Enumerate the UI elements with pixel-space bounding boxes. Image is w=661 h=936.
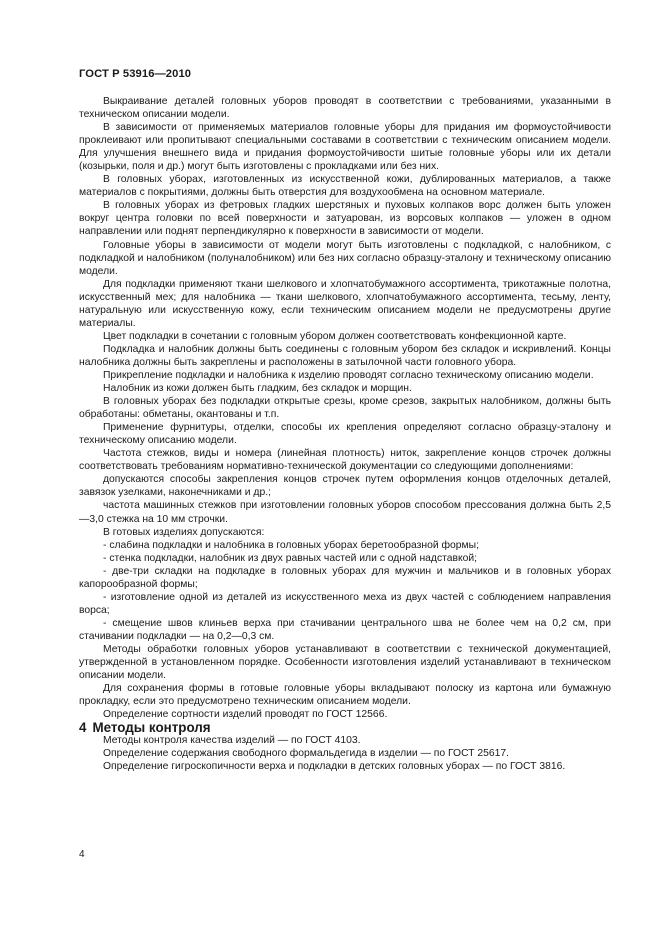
paragraph: Для сохранения формы в готовые головные уборы вкладывают полоску из картона или бумажную прокладку, если это предусмотрено техническим описанием модели. bbox=[79, 683, 611, 708]
paragraph: Методы обработки головных уборов устанавливают в соответствии с технической документацией, утвержденной в установленном порядке. Особенности изготовления изделий устанавливают в техническом описании модели. bbox=[79, 643, 611, 682]
paragraph: В головных уборах без подкладки открытые срезы, кроме срезов, закрытых налобником, должны быть обработаны: обметаны, окантованы и т.п. bbox=[79, 396, 611, 421]
section-paragraph: Определение гигроскопичности верха и подкладки в детских головных уборах — по ГОСТ 3816. bbox=[103, 761, 566, 773]
paragraph: - две-три складки на подкладке в головных уборах для мужчин и мальчиков и в головных уборах капорообразной формы; bbox=[79, 565, 611, 590]
paragraph: В головных уборах, изготовленных из искусственной кожи, дублированных материалов, а также материалов с покрытиями, должны быть отверстия для воздухообмена на основном материале. bbox=[79, 174, 611, 199]
paragraph: частота машинных стежков при изготовлении головных уборов способом прессования должна быть 2,5—3,0 стежка на 10 мм строчки. bbox=[79, 500, 611, 525]
paragraph: - слабина подкладки и налобника в головных уборах беретообразной формы; bbox=[103, 539, 479, 551]
paragraph: допускаются способы закрепления концов строчек путем оформления концов отделочных деталей, завязок узелками, наконечниками и др.; bbox=[79, 474, 611, 499]
document-header: ГОСТ Р 53916—2010 bbox=[79, 68, 192, 80]
document-body bbox=[79, 95, 611, 773]
section-title: Методы контроля bbox=[92, 720, 211, 736]
paragraph: - смещение швов клиньев верха при стачивании центрального шва не более чем на 0,2 см, при стачивании подкладки — на 0,2—0,3 см. bbox=[79, 617, 611, 642]
paragraph: Определение сортности изделий проводят по ГОСТ 12566. bbox=[103, 709, 388, 721]
section-number: 4 bbox=[79, 720, 87, 736]
paragraph: Цвет подкладки в сочетании с головным убором должен соответствовать конфекционной карте. bbox=[103, 330, 567, 342]
paragraph: Применение фурнитуры, отделки, способы их крепления определяют согласно образцу-эталону и техническому описанию модели. bbox=[79, 422, 611, 447]
paragraph: Для подкладки применяют ткани шелкового и хлопчатобумажного ассортимента, трикотажные полотна, искусственный мех; для налобника — ткани шелкового, хлопчатобумажного ассортимента, тесьму, ленту, натуральную или искусственную кожу, если техническим описанием модели не предусмотрены другие материалы. bbox=[79, 278, 611, 329]
section-heading bbox=[79, 721, 611, 734]
paragraph: В зависимости от применяемых материалов головные уборы для придания им формоустойчивости проклеивают или пропитывают специальными составами в соответствии с техническим описанием модели. Для улучшения внешнего вида и придания формоустойчивости шитые головные уборы или их детали (козырьки, поля и др.) могут быть изготовлены с прокладками или без них. bbox=[79, 122, 611, 173]
section-paragraph: Определение содержания свободного формальдегида в изделии — по ГОСТ 25617. bbox=[103, 748, 510, 760]
page-number: 4 bbox=[79, 849, 85, 860]
section-paragraph: Методы контроля качества изделий — по ГОСТ 4103. bbox=[103, 735, 361, 747]
paragraph: - изготовление одной из деталей из искусственного меха из двух частей с соблюдением направления ворса; bbox=[79, 591, 611, 616]
paragraph: В готовых изделиях допускаются: bbox=[103, 526, 265, 538]
paragraph: Прикрепление подкладки и налобника к изделию проводят согласно техническому описанию модели. bbox=[103, 369, 594, 381]
paragraph: В головных уборах из фетровых гладких шерстяных и пуховых колпаков ворс должен быть уложен вокруг центра головки по всей поверхности и затуарован, из ворсовых колпаков — уложен в одном направлении или поднят перпендикулярно к поверхности в зависимости от модели. bbox=[79, 200, 611, 238]
paragraph: - стенка подкладки, налобник из двух равных частей или с одной надставкой; bbox=[103, 552, 478, 564]
paragraph: Головные уборы в зависимости от модели могут быть изготовлены с подкладкой, с налобником, с подкладкой и налобником (полуналобником) или без них согласно образцу-эталону и техническому описанию модели. bbox=[79, 239, 611, 277]
paragraph: Подкладка и налобник должны быть соединены с головным убором без складок и искривлений. Концы налобника должны быть закреплены и расположены в затылочной части головного убора. bbox=[79, 343, 611, 368]
paragraph: Налобник из кожи должен быть гладким, без складок и морщин. bbox=[103, 383, 412, 395]
paragraph: Выкраивание деталей головных уборов проводят в соответствии с требованиями, указанными в техническом описании модели. bbox=[79, 96, 611, 121]
paragraph: Частота стежков, виды и номера (линейная плотность) ниток, закрепление концов строчек должны соответствовать требованиям нормативно-технической документации со следующими дополнениями: bbox=[79, 448, 611, 473]
